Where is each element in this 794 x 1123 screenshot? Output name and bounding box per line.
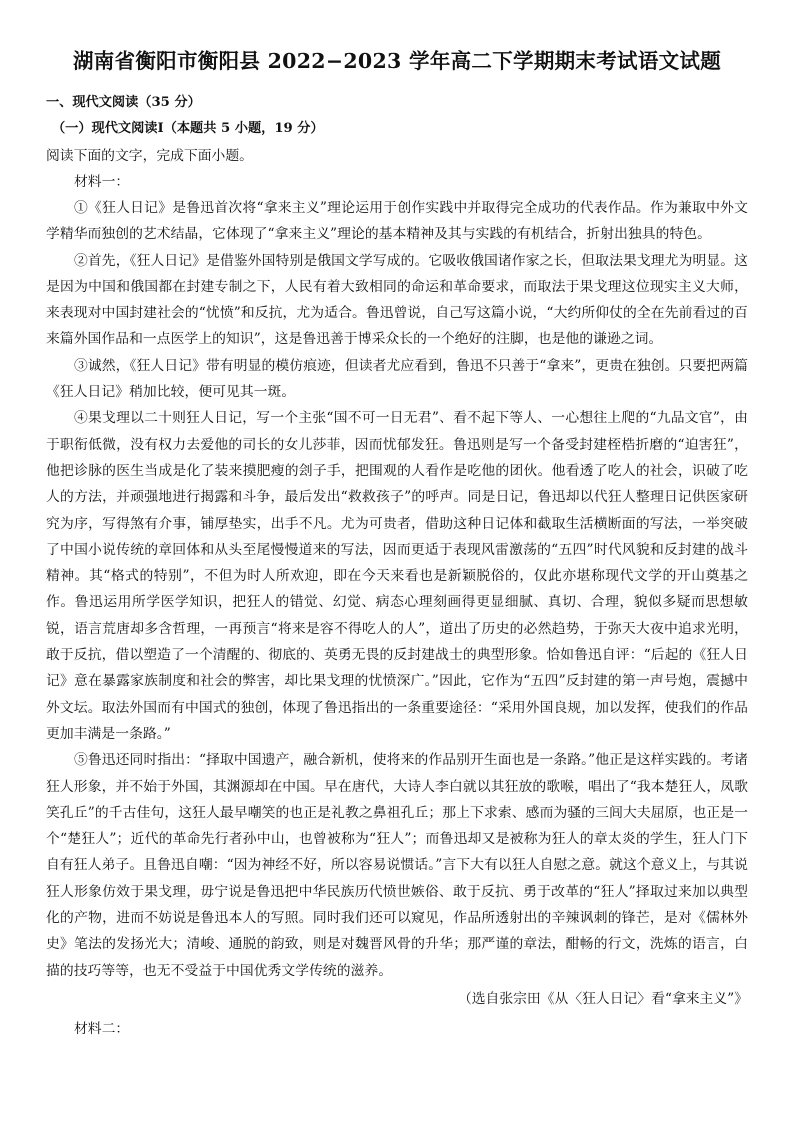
- paragraph: ④果戈理以二十则狂人日记，写一个主张“国不可一日无君”、看不起下等人、一心想往上爬的“九品文官”，由于职衔低微，没有权力去爱他的司长的女儿莎菲，因而忧郁发狂。鲁迅则是写一个备受封建桎梏折磨的“迫害狂”，他把诊脉的医生当成是化了装来摸肥瘦的刽子手，把围观的人看作是吃他的团伙。他看透了吃人的社会，识破了吃人的方法，并顽强地进行揭露和斗争，最后发出“救救孩子”的呼声。同是日记，鲁迅却以代狂人整理日记供医家研究为序，写得煞有介事，铺厚垫实，出手不凡。尤为可贵者，借助这种日记体和截取生活横断面的写法，一举突破了中国小说传统的章回体和从头至尾慢慢道来的写法，因而更适于表现风雷激荡的“五四”时代风貌和反封建的战斗精神。其“格式的特别”，不但为时人所欢迎，即在今天来看也是新颖脱俗的，仅此亦堪称现代文学的开山奠基之作。鲁迅运用所学医学知识，把狂人的错觉、幻觉、病态心理刻画得更显细腻、真切、合理，貌似多疑而思想敏锐，语言荒唐却多含哲理，一再预言“将来是容不得吃人的人”，道出了历史的必然趋势，于弥天大夜中追求光明，敢于反抗，借以塑造了一个清醒的、彻底的、英勇无畏的反封建战士的典型形象。恰如鲁迅自评：“后起的《狂人日记》意在暴露家族制度和社会的弊害，却比果戈理的忧愤深广。”因此，它作为“五四”反封建的第一声号炮，震撼中外文坛。取法外国而有中国式的独创，体现了鲁迅指出的一条重要途径：“采用外国良规，加以发挥，使我们的作品更加丰满是一条路。”: [46, 410, 748, 742]
- paragraph: ③诚然，《狂人日记》带有明显的模仿痕迹，但读者尤应看到，鲁迅不只善于“拿来”，更贵在独创。只要把两篇《狂人日记》稍加比较，便可见其一斑。: [46, 357, 748, 401]
- subsection-heading: （一）现代文阅读Ⅰ（本题共 5 小题，19 分）: [52, 121, 324, 136]
- instruction-text: 阅读下面的文字，完成下面小题。: [46, 148, 253, 164]
- page-title: 湖南省衡阳市衡阳县 2022−2023 学年高二下学期期末考试语文试题: [72, 49, 722, 73]
- paragraph: ②首先，《狂人日记》是借鉴外国特别是俄国文学写成的。它吸收俄国诸作家之长，但取法果戈理尤为明显。这是因为中国和俄国都在封建专制之下，人民有着大致相同的命运和革命要求，而取法于果戈理这位现实主义大师，来表现对中国封建社会的“忧愤”和反抗，尤为适合。鲁迅曾说，自己写这篇小说，“大约所仰仗的全在先前看过的百来篇外国作品和一点医学上的知识”，这是鲁迅善于博采众长的一个绝好的注脚，也是他的谦逊之词。: [46, 252, 748, 348]
- material-label: 材料二：: [74, 1020, 130, 1037]
- material-label: 材料一：: [74, 174, 130, 190]
- paragraph: ⑤鲁迅还同时指出：“择取中国遗产，融合新机，使将来的作品别开生面也是一条路。”他正是这样实践的。考诸狂人形象，并不始于外国，其渊源却在中国。早在唐代，大诗人李白就以其狂放的歌喉，唱出了“我本楚狂人，凤歌笑孔丘”的千古佳句，这狂人最早嘲笑的也正是礼教之鼻祖孔丘；那上下求索、感而为骚的三闾大夫屈原，也正是一个“楚狂人”；近代的革命先行者孙中山，也曾被称为“狂人”；而鲁迅却又是被称为狂人的章太炎的学生，狂人门下自有狂人弟子。且鲁迅自嘲：“因为神经不好，所以容易说惯话。”言下大有以狂人自慰之意。就这个意义上，与其说狂人形象仿效于果戈理，毋宁说是鲁迅把中华民族历代愤世嫉俗、敢于反抗、勇于改革的“狂人”择取过来加以典型化的产物，进而不妨说是鲁迅本人的写照。同时我们还可以窥见，作品所透射出的辛辣讽刺的锋芒，是对《儒林外史》笔法的发扬光大；清峻、通脱的韵致，则是对魏晋风骨的升华；那严谨的章法，酣畅的行文，洗炼的语言，白描的技巧等等，也无不受益于中国优秀文学传统的滋养。: [46, 752, 748, 979]
- section-heading: 一、现代文阅读（35 分）: [46, 95, 201, 110]
- paragraph: ①《狂人日记》是鲁迅首次将“拿来主义”理论运用于创作实践中并取得完全成功的代表作品。作为兼取中外文学精华而独创的艺术结晶，它体现了“拿来主义”理论的基本精神及其与实践的有机结合，折射出独具的特色。: [46, 200, 748, 243]
- source-citation: （选自张宗田《从〈狂人日记〉看“拿来主义”》: [457, 990, 748, 1007]
